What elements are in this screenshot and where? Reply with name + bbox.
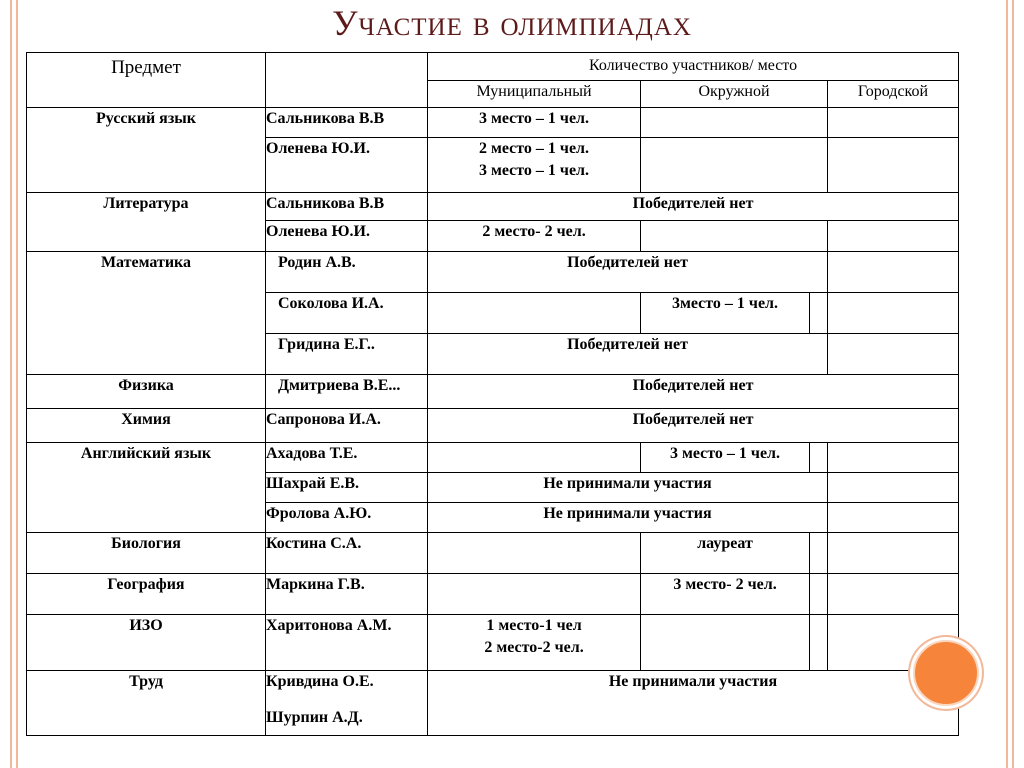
teacher-name: Родин А.В. <box>266 252 428 293</box>
teacher-name: Гридина Е.Г.. <box>266 334 428 375</box>
result-spacer <box>810 533 828 574</box>
teacher-names <box>266 671 428 736</box>
result-district: 3место – 1 чел. <box>641 293 810 334</box>
result-mun-district: Победителей нет <box>428 252 828 293</box>
result-spacer <box>810 443 828 473</box>
subject-english: Английский язык <box>27 443 266 533</box>
result-municipal <box>428 615 641 671</box>
result-all-levels: Победителей нет <box>428 375 959 409</box>
result-district <box>641 138 828 193</box>
header-count-place: Количество участников/ место <box>428 53 959 81</box>
subject-biology: Биология <box>27 533 266 574</box>
result-spacer <box>810 293 828 334</box>
teacher-name: Оленева Ю.И. <box>266 221 428 252</box>
result-municipal: 2 место- 2 чел. <box>428 221 641 252</box>
result-all-levels: Победителей нет <box>428 193 959 221</box>
result-district: 3 место – 1 чел. <box>641 443 810 473</box>
teacher-name: Оленева Ю.И. <box>266 138 428 193</box>
result-city <box>828 108 959 138</box>
subject-math: Математика <box>27 252 266 375</box>
subject-literature: Литература <box>27 193 266 252</box>
result-city <box>828 503 959 533</box>
result-line: 3 место – 1 чел. <box>478 162 590 179</box>
subject-geography: География <box>27 574 266 615</box>
result-line: 2 место-2 чел. <box>484 639 584 656</box>
result-all-levels: Не принимали участия <box>428 671 959 736</box>
teacher-name: Шахрай Е.В. <box>266 473 428 503</box>
header-teacher-empty <box>266 53 428 108</box>
slide-title: Участие в олимпиадах <box>332 3 692 43</box>
result-district: лауреат <box>641 533 810 574</box>
result-municipal <box>428 574 641 615</box>
result-mun-district: Не принимали участия <box>428 473 828 503</box>
teacher-name: Сальникова В.В <box>266 193 428 221</box>
result-spacer <box>810 615 828 671</box>
subject-trud: Труд <box>27 671 266 736</box>
header-level-municipal: Муниципальный <box>428 81 641 108</box>
result-spacer <box>810 574 828 615</box>
subject-russian: Русский язык <box>27 108 266 193</box>
result-city <box>828 574 959 615</box>
teacher-name: Шурпин А.Д. <box>266 709 363 726</box>
olympiad-table <box>26 52 959 736</box>
subject-physics: Физика <box>27 375 266 409</box>
right-border-line-outer <box>1012 0 1014 768</box>
result-city <box>828 138 959 193</box>
result-municipal: 3 место – 1 чел. <box>428 108 641 138</box>
right-border-line-inner <box>1006 0 1008 768</box>
result-district <box>641 108 828 138</box>
subject-izo: ИЗО <box>27 615 266 671</box>
result-municipal <box>428 138 641 193</box>
result-city <box>828 533 959 574</box>
result-line: 2 место – 1 чел. <box>478 140 590 157</box>
decorative-orange-circle <box>913 640 979 706</box>
teacher-name: Сапронова И.А. <box>266 409 428 443</box>
result-district <box>641 221 828 252</box>
result-district: 3 место- 2 чел. <box>641 574 810 615</box>
teacher-name: Костина С.А. <box>266 533 428 574</box>
teacher-name: Дмитриева В.Е... <box>266 375 428 409</box>
result-all-levels: Победителей нет <box>428 409 959 443</box>
result-district <box>641 615 810 671</box>
result-city <box>828 252 959 293</box>
teacher-name: Ахадова Т.Е. <box>266 443 428 473</box>
header-subject: Предмет <box>27 53 266 108</box>
left-border-line-outer <box>10 0 12 768</box>
teacher-name: Сальникова В.В <box>266 108 428 138</box>
teacher-name: Маркина Г.В. <box>266 574 428 615</box>
result-line: 1 место-1 чел <box>486 617 582 634</box>
header-level-district: Окружной <box>641 81 828 108</box>
result-municipal <box>428 533 641 574</box>
teacher-name: Соколова И.А. <box>266 293 428 334</box>
teacher-name: Кривдина О.Е. <box>266 673 374 690</box>
result-municipal <box>428 293 641 334</box>
header-level-city: Городской <box>828 81 959 108</box>
result-city <box>828 221 959 252</box>
teacher-name: Харитонова А.М. <box>266 615 428 671</box>
result-mun-district: Не принимали участия <box>428 503 828 533</box>
result-mun-district: Победителей нет <box>428 334 828 375</box>
result-city <box>828 293 959 334</box>
teacher-name: Фролова А.Ю. <box>266 503 428 533</box>
result-municipal <box>428 443 641 473</box>
result-city <box>828 334 959 375</box>
subject-chemistry: Химия <box>27 409 266 443</box>
left-border-line-inner <box>16 0 18 768</box>
result-city <box>828 443 959 473</box>
result-city <box>828 473 959 503</box>
